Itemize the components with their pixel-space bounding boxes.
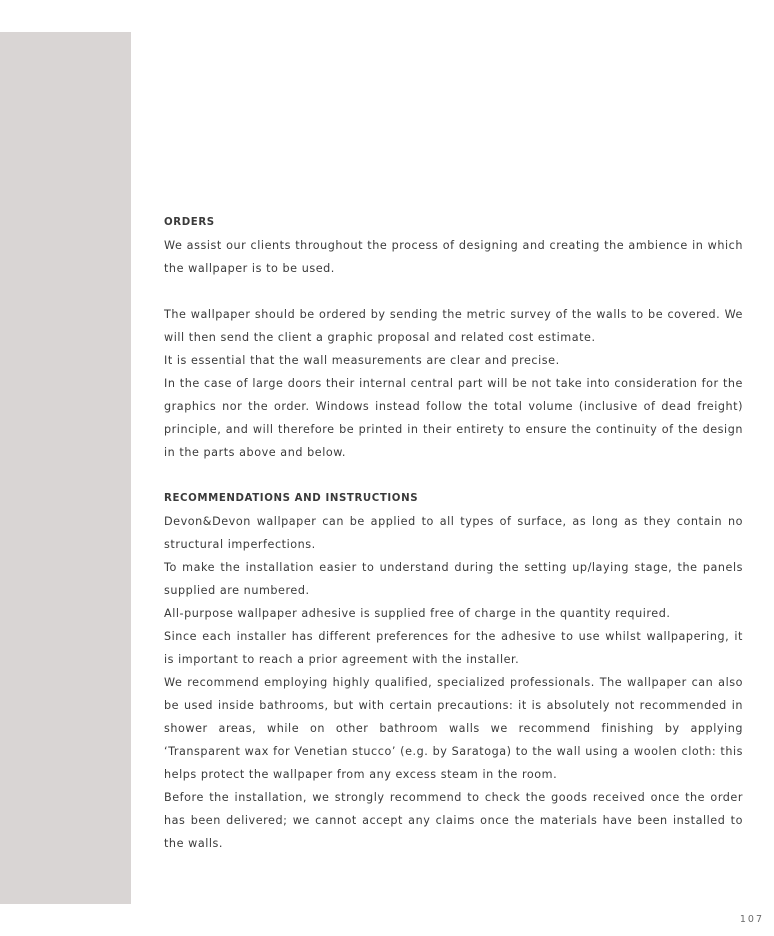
recommendations-paragraph-1: Devon&Devon wallpaper can be applied to all types of surface, as long as they contain no structural imperfections.: [164, 515, 743, 551]
recommendations-paragraph-3: All-purpose wallpaper adhesive is supplied free of charge in the quantity required.: [164, 607, 671, 620]
recommendations-section: [164, 487, 743, 855]
orders-section: [164, 211, 743, 464]
paragraph-gap: [164, 280, 743, 303]
page-number: 107: [739, 914, 764, 925]
orders-paragraph-1: We assist our clients throughout the process of designing and creating the ambience in which the wallpaper is to be used.: [164, 239, 743, 275]
orders-heading: ORDERS: [164, 217, 215, 228]
recommendations-paragraph-4: Since each installer has different preferences for the adhesive to use whilst wallpapering, it is important to reach a prior agreement with the installer.: [164, 630, 743, 666]
document-body: [164, 211, 743, 855]
side-band: [0, 32, 131, 904]
orders-paragraph-3: It is essential that the wall measurements are clear and precise.: [164, 354, 560, 367]
recommendations-paragraph-6: Before the installation, we strongly recommend to check the goods received once the order has been delivered; we cannot accept any claims once the materials have been installed to the walls.: [164, 791, 743, 850]
orders-paragraph-2: The wallpaper should be ordered by sending the metric survey of the walls to be covered. We will then send the client a graphic proposal and related cost estimate.: [164, 308, 743, 344]
recommendations-paragraph-2: To make the installation easier to understand during the setting up/laying stage, the panels supplied are numbered.: [164, 561, 743, 597]
recommendations-paragraph-5: We recommend employing highly qualified, specialized professionals. The wallpaper can also be used inside bathrooms, but with certain precautions: it is absolutely not recommended in shower areas, while on other bathroom walls we recommend finishing by applying ‘Transparent wax for Venetian stucco’ (e.g. by Saratoga) to the wall using a woolen cloth: this helps protect the wallpaper from any excess steam in the room.: [164, 676, 743, 781]
orders-paragraph-4: In the case of large doors their internal central part will be not take into consideration for the graphics nor the order. Windows instead follow the total volume (inclusive of dead freight) principle, and will therefore be printed in their entirety to ensure the continuity of the design in the parts above and below.: [164, 377, 743, 459]
section-gap: [164, 464, 743, 487]
recommendations-heading: RECOMMENDATIONS AND INSTRUCTIONS: [164, 493, 419, 504]
